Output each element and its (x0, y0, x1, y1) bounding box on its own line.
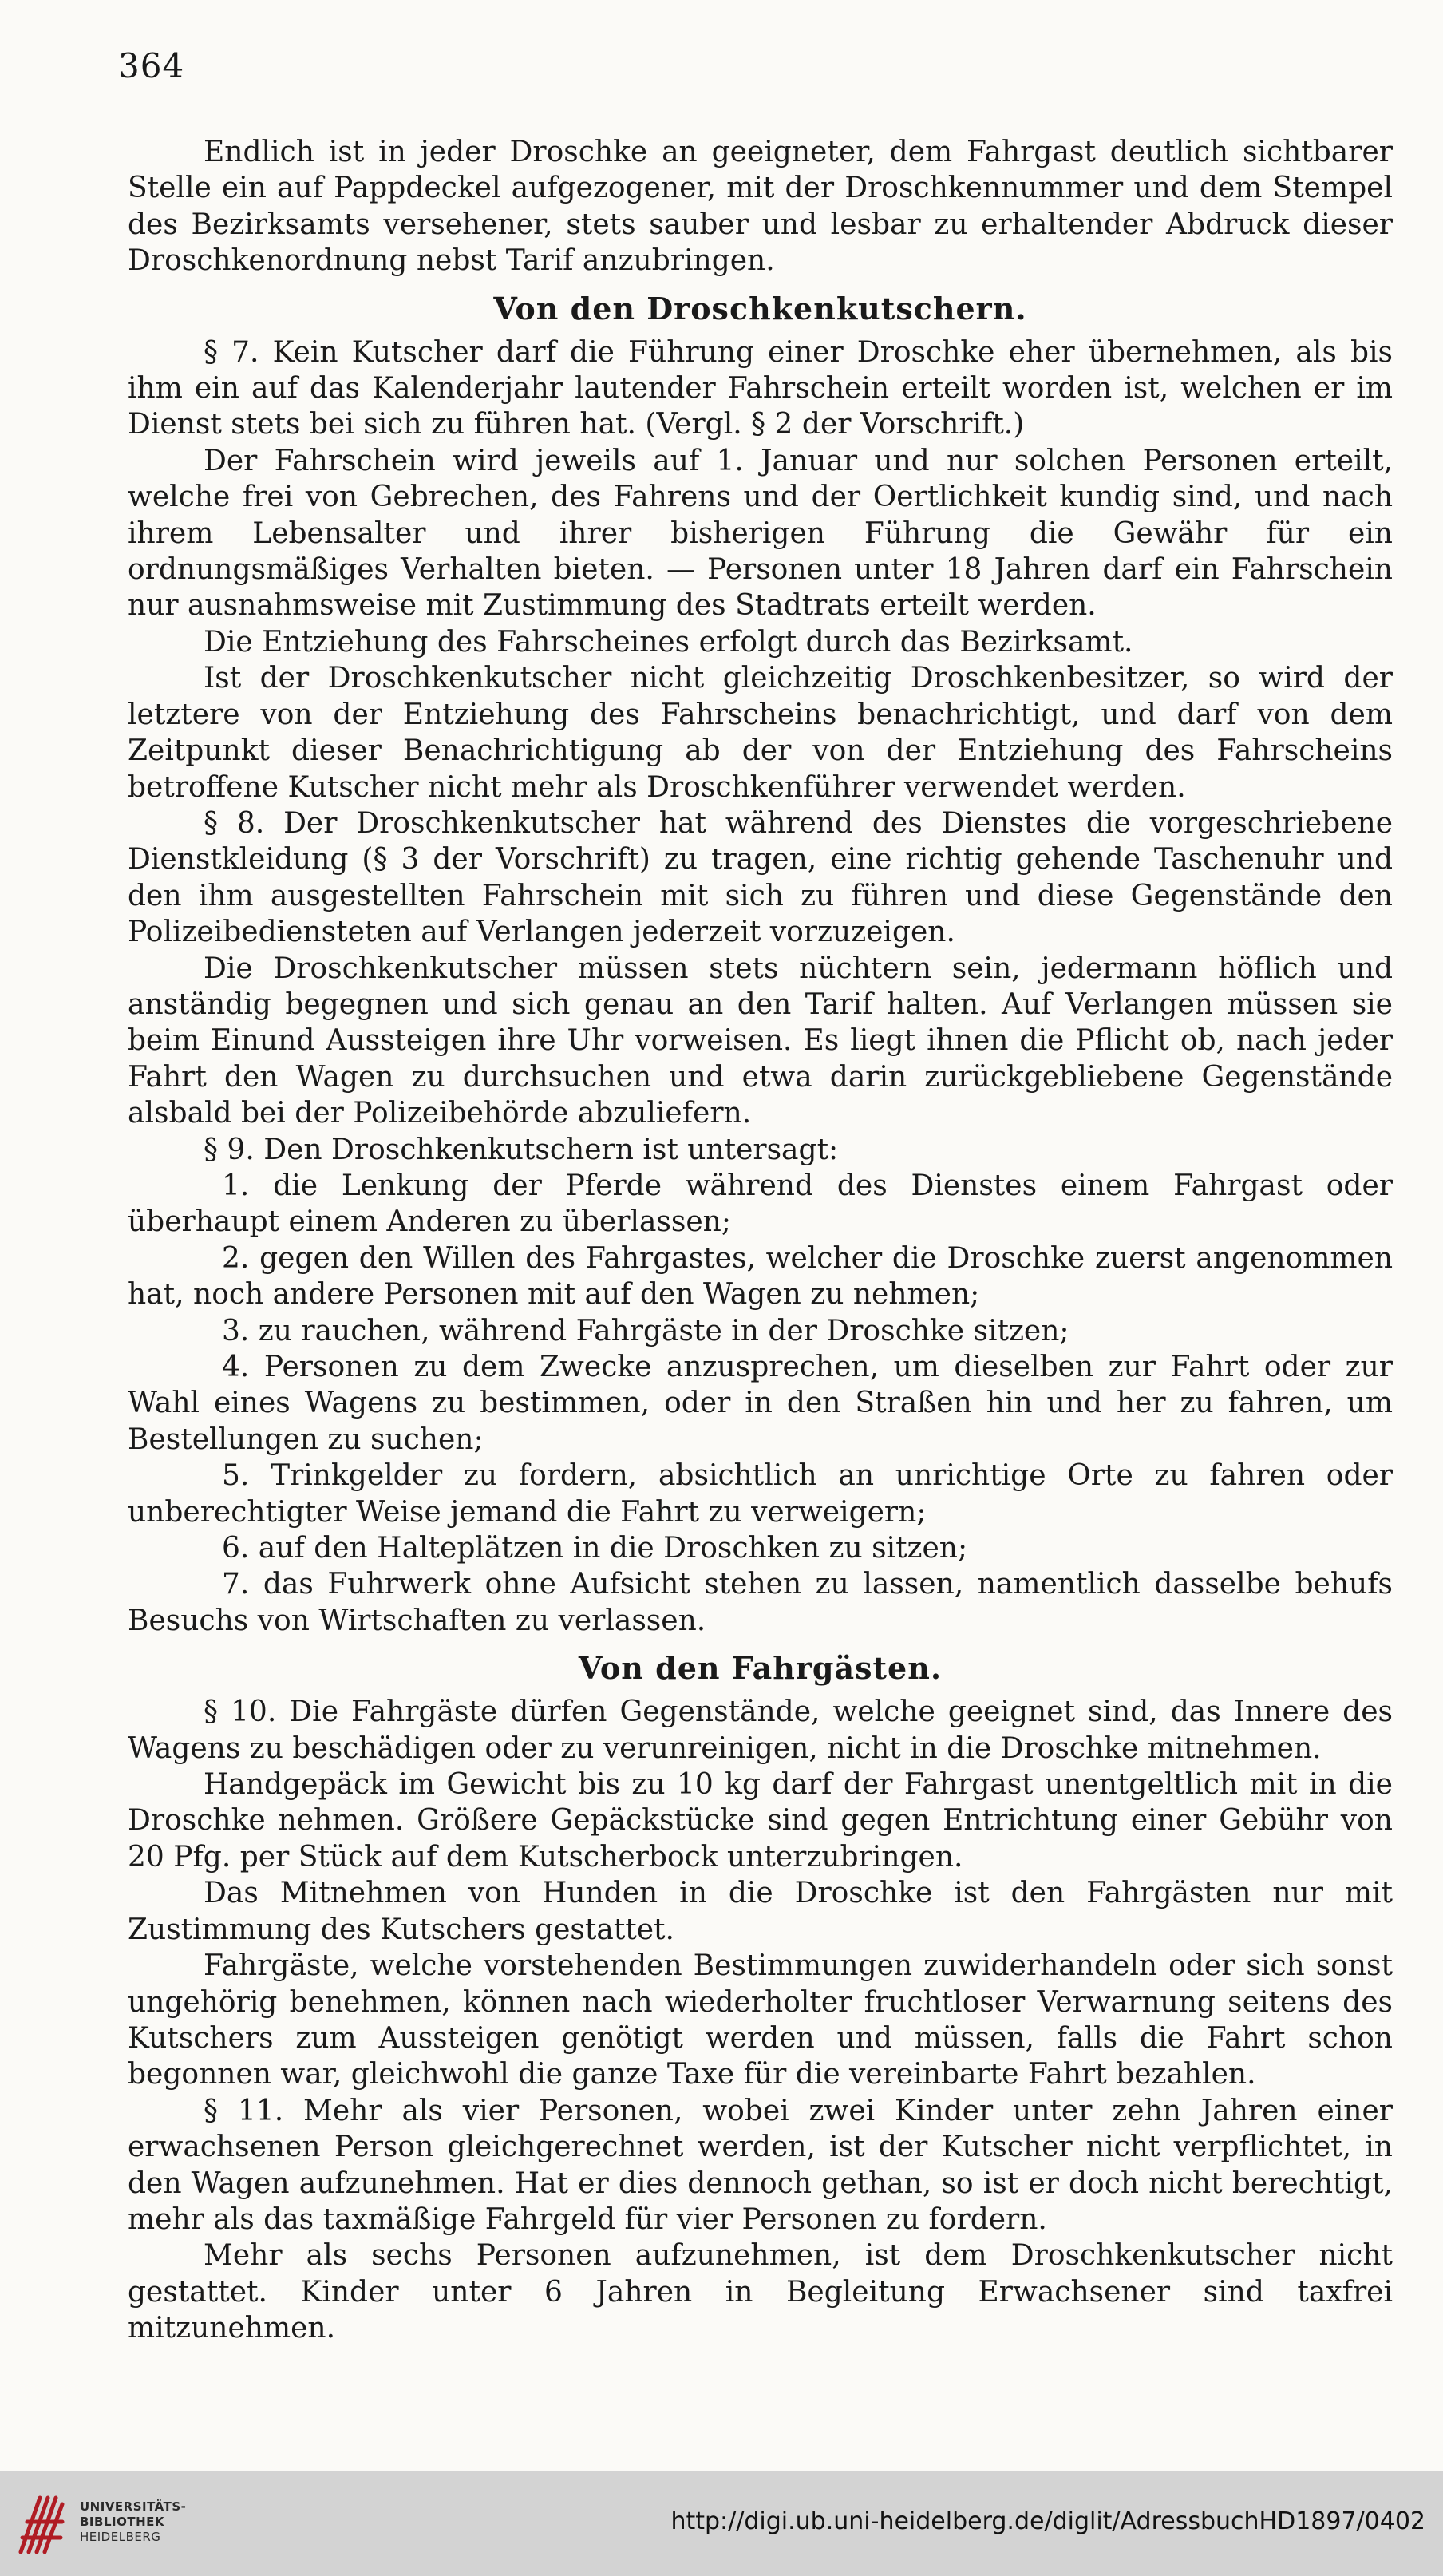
university-library-logo-icon (16, 2490, 67, 2557)
page-number: 364 (118, 46, 185, 85)
paragraph-entziehung: Die Entziehung des Fahrscheines erfolgt durch das Bezirksamt. (204, 625, 1133, 659)
list-item: 1. die Lenkung der Pferde während des Dienstes einem Fahrgast oder überhaupt einem Anderen zu überlassen; (128, 1169, 1393, 1239)
paragraph-9: § 9. Den Droschkenkutschern ist untersagt: (204, 1133, 839, 1166)
paragraph-11: § 11. Mehr als vier Personen, wobei zwei Kinder unter zehn Jahren einer erwachsenen Person gleichgerechnet werden, ist der Kutscher nicht verpflichtet, in den Wagen aufzunehmen. Hat er dies dennoch gethan, so ist er doch nicht berechtigt, mehr als das taxmäßige Fahrgeld für vier Personen zu fordern. (128, 2094, 1393, 2236)
source-url-link[interactable]: http://digi.ub.uni-heidelberg.de/diglit/AdressbuchHD1897/0402 (670, 2507, 1425, 2535)
paragraph-hunde: Das Mitnehmen von Hunden in die Droschke ist den Fahrgästen nur mit Zustimmung des Kutschers gestattet. (128, 1877, 1393, 1946)
list-item: 2. gegen den Willen des Fahrgastes, welcher die Droschke zuerst angenommen hat, noch andere Personen mit auf den Wagen zu nehmen; (128, 1241, 1393, 1312)
list-item: 5. Trinkgelder zu fordern, absichtlich an unrichtige Orte zu fahren oder unberechtigter Weise jemand die Fahrt zu verweigern; (128, 1459, 1393, 1529)
logo-line-2: BIBLIOTHEK (80, 2515, 164, 2529)
intro-paragraph: Endlich ist in jeder Droschke an geeigneter, dem Fahrgast deutlich sichtbarer Stelle ein auf Pappdeckel aufgezogener, mit der Droschkennummer und dem Stempel des Bezirksamts versehener, stets sauber und lesbar zu erhaltender Abdruck dieser Droschkenordnung nebst Tarif anzubringen. (128, 136, 1393, 278)
list-item: 7. das Fuhrwerk ohne Aufsicht stehen zu lassen, namentlich dasselbe behufs Besuchs von Wirtschaften zu verlassen. (128, 1568, 1393, 1637)
logo-line-3: HEIDELBERG (80, 2530, 161, 2544)
paragraph-besitzer: Ist der Droschkenkutscher nicht gleichzeitig Droschkenbesitzer, so wird der letztere von der Entziehung des Fahrscheins benachrichtigt, und darf von dem Zeitpunkt dieser Benachrichtigung ab der von der Entziehung des Fahrscheins betroffene Kutscher nicht mehr als Droschkenführer verwendet werden. (128, 662, 1393, 804)
paragraph-8: § 8. Der Droschkenkutscher hat während des Dienstes die vorgeschriebene Dienstkleidung (§ 3 der Vorschrift) zu tragen, eine richtig gehende Taschenuhr und den ihm ausgestellten Fahrschein mit sich zu führen und diese Gegenstände den Polizeibediensteten auf Verlangen jederzeit vorzuzeigen. (128, 806, 1393, 949)
paragraph-benehmen: Fahrgäste, welche vorstehenden Bestimmungen zuwiderhandeln oder sich sonst ungehörig benehmen, können nach wiederholter fruchtloser Verwarnung seitens des Kutschers zum Aussteigen genötigt werden und müssen, falls die Fahrt schon begonnen war, gleichwohl die ganze Taxe für die vereinbarte Fahrt bezahlen. (128, 1949, 1393, 2091)
paragraph-verhalten: Die Droschkenkutscher müssen stets nüchtern sein, jedermann höflich und anständig begegnen und sich genau an den Tarif halten. Auf Verlangen müssen sie beim Einund Aussteigen ihre Uhr vorweisen. Es liegt ihnen die Pflicht ob, nach jeder Fahrt den Wagen zu durchsuchen und etwa darin zurückgebliebene Gegenstände alsbald bei der Polizeibehörde abzuliefern. (128, 952, 1393, 1130)
list-item: 3. zu rauchen, während Fahrgäste in der Droschke sitzen; (222, 1314, 1069, 1347)
library-footer (0, 2471, 1443, 2576)
section-heading-kutscher: Von den Droschkenkutschern. (493, 290, 1027, 326)
section-heading-fahrgaeste: Von den Fahrgästen. (578, 1650, 943, 1687)
library-logo-text (80, 2499, 186, 2545)
list-item: 4. Personen zu dem Zwecke anzusprechen, um dieselben zur Fahrt oder zur Wahl eines Wagens zu bestimmen, oder in den Straßen hin und her zu fahren, um Bestellungen zu suchen; (128, 1351, 1393, 1456)
logo-line-1: UNIVERSITÄTS- (80, 2499, 187, 2514)
page-body (128, 134, 1393, 2347)
paragraph-7: § 7. Kein Kutscher darf die Führung einer Droschke eher übernehmen, als bis ihm ein auf das Kalenderjahr lautender Fahrschein erteilt worden ist, welchen er im Dienst stets bei sich zu führen hat. (Vergl. § 2 der Vorschrift.) (128, 335, 1393, 441)
paragraph-handgepaeck: Handgepäck im Gewicht bis zu 10 kg darf der Fahrgast unentgeltlich mit in die Droschke nehmen. Größere Gepäckstücke sind gegen Entrichtung einer Gebühr von 20 Pfg. per Stück auf dem Kutscherbock unterzubringen. (128, 1768, 1393, 1874)
list-item: 6. auf den Halteplätzen in die Droschken zu sitzen; (222, 1532, 968, 1565)
paragraph-fahrschein: Der Fahrschein wird jeweils auf 1. Januar und nur solchen Personen erteilt, welche frei von Gebrechen, des Fahrens und der Oertlichkeit kundig sind, und nach ihrem Lebensalter und ihrer bisherigen Führung die Gewähr für ein ordnungsmäßiges Verhalten bieten. — Personen unter 18 Jahren darf ein Fahrschein nur ausnahmsweise mit Zustimmung des Stadtrats erteilt werden. (128, 444, 1393, 623)
paragraph-sechs-personen: Mehr als sechs Personen aufzunehmen, ist dem Droschkenkutscher nicht gestattet. Kinder unter 6 Jahren in Begleitung Erwachsener sind taxfrei mitzunehmen. (128, 2239, 1393, 2345)
paragraph-10: § 10. Die Fahrgäste dürfen Gegenstände, welche geeignet sind, das Innere des Wagens zu beschädigen oder zu verunreinigen, nicht in die Droschke mitnehmen. (128, 1696, 1393, 1765)
